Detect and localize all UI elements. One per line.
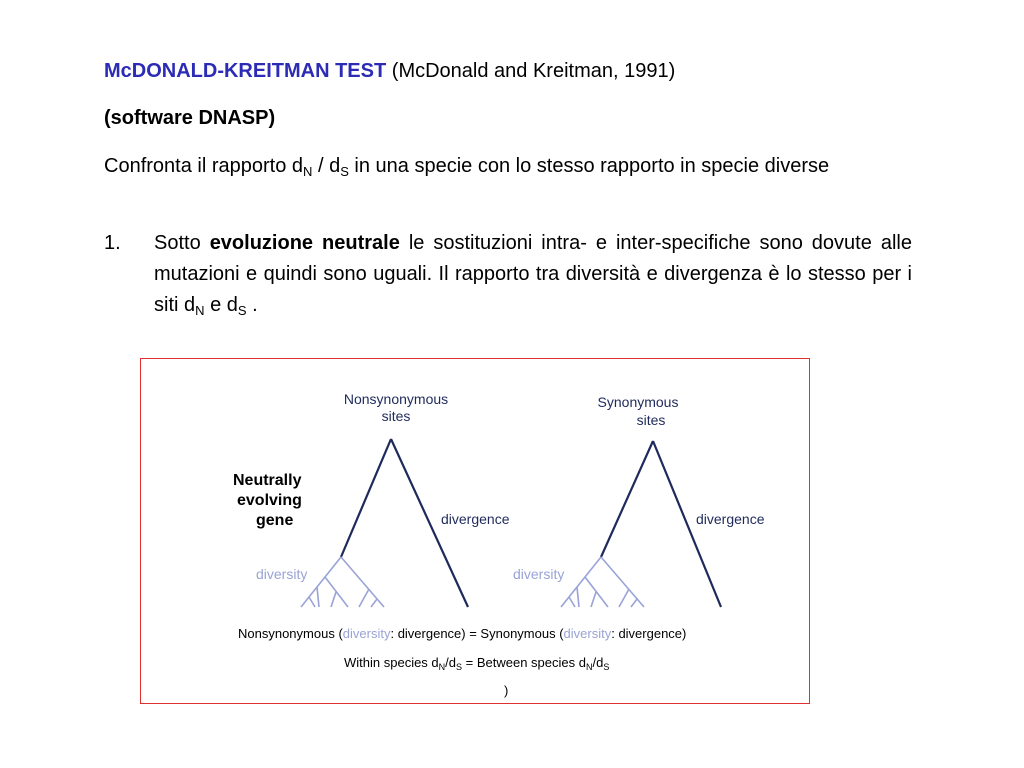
intro-text-end: in una specie con lo stesso rapporto in specie diverse bbox=[348, 155, 830, 177]
eq2-part-b: /d bbox=[445, 655, 456, 670]
gene-label-3: gene bbox=[256, 512, 294, 529]
item-bold-term: evoluzione neutrale bbox=[209, 232, 400, 254]
equation-ratio bbox=[238, 626, 686, 641]
subscript-n: N bbox=[303, 164, 313, 179]
right-tree-title-2: sites bbox=[636, 412, 666, 428]
right-diversity-label: diversity bbox=[513, 566, 565, 582]
equation-dn-ds bbox=[344, 655, 609, 672]
figure-panel bbox=[140, 358, 810, 704]
item-text-mid: le sostituzioni intra- e inter-specifiche sono dovute alle mutazioni e quindi sono uguali. Il rapporto tra diversità e divergenza è lo stesso per i siti d bbox=[154, 232, 912, 316]
eq1-part-e: : divergence) bbox=[611, 626, 687, 641]
list-number: 1. bbox=[104, 232, 121, 254]
test-name: McDONALD-KREITMAN TEST bbox=[104, 60, 387, 82]
item-text: Sotto bbox=[154, 232, 210, 254]
eq1-diversity-2: diversity bbox=[563, 626, 612, 641]
item-text-end: . bbox=[246, 294, 258, 316]
gene-label-2: evolving bbox=[237, 492, 302, 509]
list-item-1 bbox=[104, 228, 912, 321]
eq2-sub-n: N bbox=[438, 662, 446, 672]
eq2-sub-n-2: N bbox=[585, 662, 593, 672]
subscript-s: S bbox=[237, 303, 247, 318]
left-tree-title-2: sites bbox=[381, 408, 411, 424]
eq2-sub-s: S bbox=[456, 662, 463, 672]
eq1-diversity: diversity bbox=[342, 626, 391, 641]
left-diversity-label: diversity bbox=[256, 566, 308, 582]
left-divergence-label: divergence bbox=[441, 511, 510, 527]
software-note: (software DNASP) bbox=[104, 107, 276, 129]
gene-label-1: Neutrally bbox=[233, 472, 302, 489]
eq1-part-a: Nonsynonymous ( bbox=[238, 626, 343, 641]
intro-paragraph bbox=[104, 151, 912, 182]
right-tree-title-1: Synonymous bbox=[597, 394, 679, 410]
eq2-part-d: /d bbox=[592, 655, 604, 670]
tree-figure bbox=[141, 359, 811, 705]
subscript-s: S bbox=[340, 164, 349, 179]
eq2-part-a: Within species d bbox=[344, 655, 439, 670]
eq2-sub-s-2: S bbox=[603, 662, 610, 672]
intro-text: Confronta il rapporto d bbox=[104, 155, 304, 177]
subscript-n: N bbox=[195, 303, 205, 318]
eq1-part-c: : divergence) = Synonymous ( bbox=[390, 626, 564, 641]
left-tree-title-1: Nonsynonymous bbox=[343, 391, 449, 407]
title-citation: (McDonald and Kreitman, 1991) bbox=[391, 60, 676, 82]
right-divergence-label: divergence bbox=[696, 511, 765, 527]
intro-text-mid: / d bbox=[312, 155, 341, 177]
item-text-and: e d bbox=[204, 294, 238, 316]
eq2-part-c: = Between species d bbox=[462, 655, 586, 670]
stray-parenthesis: ) bbox=[504, 683, 509, 698]
slide-title bbox=[104, 60, 675, 83]
